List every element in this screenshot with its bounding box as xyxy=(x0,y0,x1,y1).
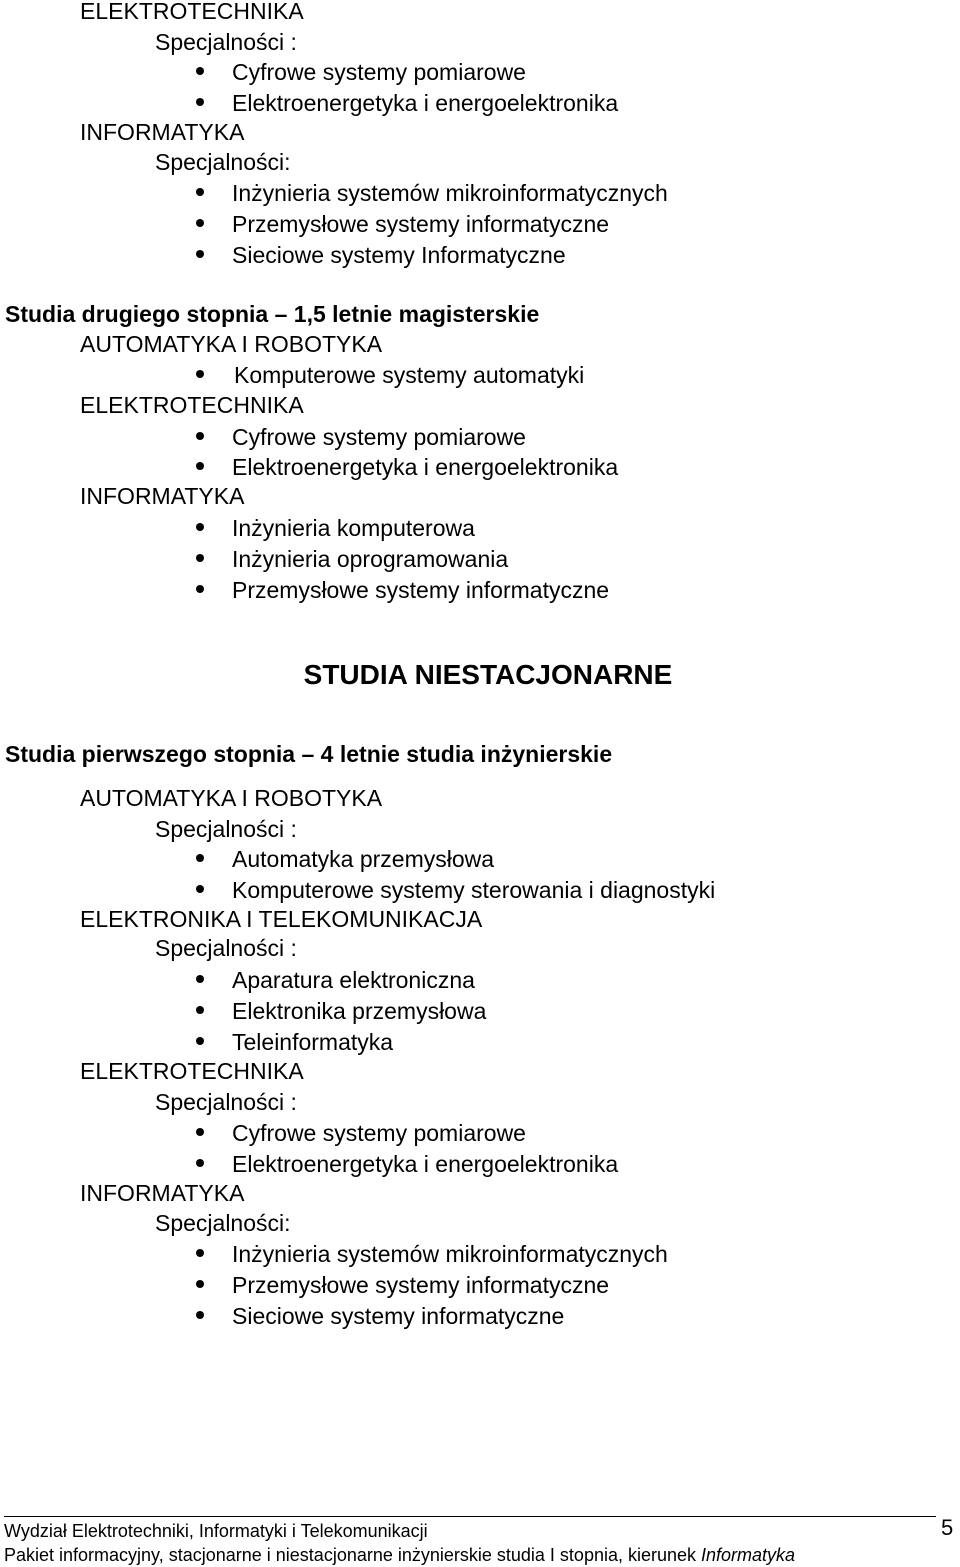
bullet-icon xyxy=(196,523,204,531)
section-heading-drugi-stopien: Studia drugiego stopnia – 1,5 letnie magisterskie xyxy=(5,301,540,327)
bullet-icon xyxy=(196,554,204,562)
bullet-icon xyxy=(196,975,204,983)
specjalnosc-item: Inżynieria oprogramowania xyxy=(232,546,509,572)
footer-divider xyxy=(4,1516,936,1517)
specjalnosc-item: Przemysłowe systemy informatyczne xyxy=(232,577,610,603)
bullet-icon xyxy=(196,67,204,75)
bullet-icon xyxy=(196,585,204,593)
specjalnosci-label: Specjalności : xyxy=(155,816,297,842)
kierunek-elektrotechnika: ELEKTROTECHNIKA xyxy=(80,392,304,418)
specjalnosc-item: Elektroenergetyka i energoelektronika xyxy=(232,90,619,116)
bullet-icon xyxy=(196,1249,204,1257)
bullet-icon xyxy=(196,219,204,227)
specjalnosc-item: Sieciowe systemy Informatyczne xyxy=(232,242,566,268)
kierunek-elektrotechnika: ELEKTROTECHNIKA xyxy=(80,0,304,24)
bullet-icon xyxy=(196,98,204,106)
specjalnosci-label: Specjalności : xyxy=(155,1089,297,1115)
specjalnosc-item: Inżynieria systemów mikroinformatycznych xyxy=(232,1241,668,1267)
bullet-icon xyxy=(196,1006,204,1014)
bullet-icon xyxy=(196,188,204,196)
specjalnosci-label: Specjalności : xyxy=(155,29,297,55)
kierunek-elektrotechnika: ELEKTROTECHNIKA xyxy=(80,1058,304,1084)
bullet-icon xyxy=(196,1159,204,1167)
specjalnosc-item: Automatyka przemysłowa xyxy=(232,846,495,872)
kierunek-elektronika: ELEKTRONIKA I TELEKOMUNIKACJA xyxy=(80,906,483,932)
specjalnosc-item: Elektroenergetyka i energoelektronika xyxy=(232,1151,619,1177)
bullet-icon xyxy=(196,1037,204,1045)
specjalnosci-label: Specjalności: xyxy=(155,1210,291,1236)
bullet-icon xyxy=(196,370,204,378)
footer-faculty: Wydział Elektrotechniki, Informatyki i Telekomunikacji xyxy=(4,1521,428,1541)
specjalnosc-item: Aparatura elektroniczna xyxy=(232,967,475,993)
specjalnosci-label: Specjalności : xyxy=(155,935,297,961)
bullet-icon xyxy=(196,885,204,893)
footer-kierunek: Informatyka xyxy=(701,1545,796,1565)
specjalnosc-item: Elektronika przemysłowa xyxy=(232,998,487,1024)
specjalnosci-label: Specjalności: xyxy=(155,149,291,175)
specjalnosc-item: Przemysłowe systemy informatyczne xyxy=(232,211,610,237)
specjalnosc-item: Elektroenergetyka i energoelektronika xyxy=(232,454,619,480)
bullet-icon xyxy=(196,1311,204,1319)
footer-description-text: Pakiet informacyjny, stacjonarne i niestacjonarne inżynierskie studia I stopnia, kierunek xyxy=(4,1545,702,1565)
kierunek-informatyka: INFORMATYKA xyxy=(80,119,245,145)
specjalnosc-item: Teleinformatyka xyxy=(232,1029,394,1055)
specjalnosc-item: Cyfrowe systemy pomiarowe xyxy=(232,424,526,450)
footer-description xyxy=(4,1544,795,1566)
page-title: STUDIA NIESTACJONARNE xyxy=(303,659,673,690)
specjalnosc-item: Komputerowe systemy sterowania i diagnostyki xyxy=(232,877,716,903)
kierunek-informatyka: INFORMATYKA xyxy=(80,1180,245,1206)
bullet-icon xyxy=(196,432,204,440)
kierunek-informatyka: INFORMATYKA xyxy=(80,483,245,509)
bullet-icon xyxy=(196,462,204,470)
bullet-icon xyxy=(196,1128,204,1136)
specjalnosc-item: Sieciowe systemy informatyczne xyxy=(232,1303,565,1329)
page-number: 5 xyxy=(941,1515,954,1540)
specjalnosc-item: Przemysłowe systemy informatyczne xyxy=(232,1272,610,1298)
kierunek-automatyka: AUTOMATYKA I ROBOTYKA xyxy=(80,785,383,811)
specjalnosc-item: Cyfrowe systemy pomiarowe xyxy=(232,59,526,85)
section-heading-pierwszy-stopien: Studia pierwszego stopnia – 4 letnie studia inżynierskie xyxy=(5,741,613,767)
specjalnosc-item: Inżynieria komputerowa xyxy=(232,515,475,541)
bullet-icon xyxy=(196,854,204,862)
bullet-icon xyxy=(196,250,204,258)
specjalnosc-item: Komputerowe systemy automatyki xyxy=(234,362,585,388)
specjalnosc-item: Cyfrowe systemy pomiarowe xyxy=(232,1120,526,1146)
specjalnosc-item: Inżynieria systemów mikroinformatycznych xyxy=(232,180,668,206)
kierunek-automatyka: AUTOMATYKA I ROBOTYKA xyxy=(80,331,383,357)
bullet-icon xyxy=(196,1280,204,1288)
